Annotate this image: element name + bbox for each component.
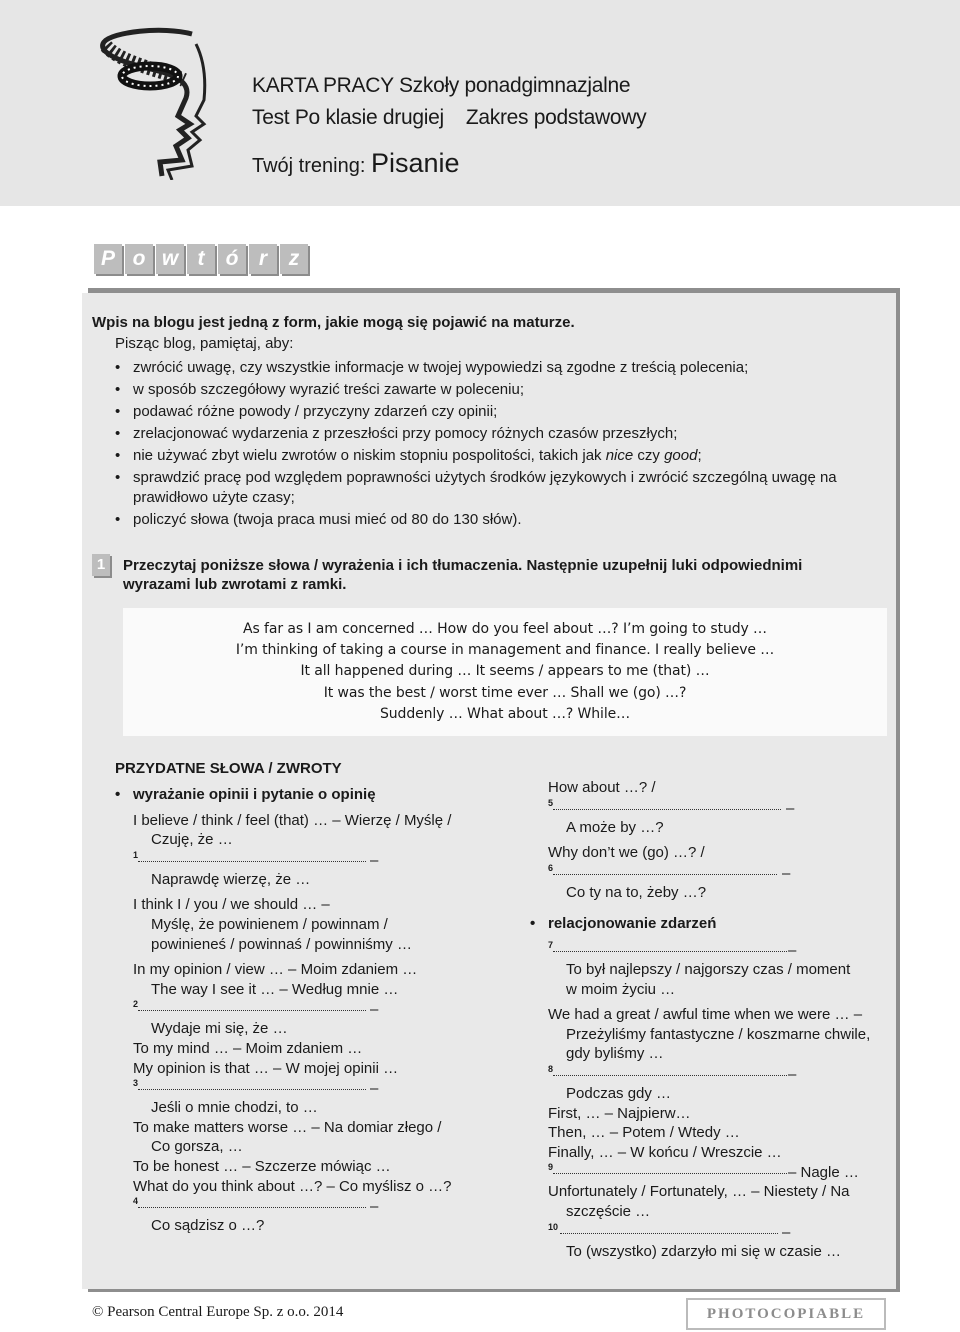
tip-item: • w sposób szczegółowy wyrazić treści zawarte w poleceniu; bbox=[115, 380, 885, 400]
banner-letter: P bbox=[94, 244, 122, 274]
gap-number: 7 bbox=[548, 939, 554, 950]
gap-9[interactable]: 9 – Nagle … bbox=[548, 1162, 859, 1182]
banner-letter: w bbox=[156, 244, 184, 274]
phrase-text: Myślę, że powinienem / powinnam / bbox=[151, 915, 388, 933]
phrase-text: My opinion is that … – W mojej opinii … bbox=[133, 1059, 399, 1077]
gap-number: 6 bbox=[548, 862, 554, 873]
phrase-text: How about …? / bbox=[548, 779, 656, 796]
gap-3[interactable]: 3 – bbox=[133, 1078, 379, 1098]
phrase-text: szczęście … bbox=[566, 1202, 651, 1220]
training-label: Twój trening: bbox=[252, 155, 371, 177]
training-skill: Pisanie bbox=[370, 148, 460, 178]
phrase-text: Finally, … – W końcu / Wreszcie … bbox=[548, 1143, 782, 1161]
gap-number: 5 bbox=[548, 797, 554, 808]
phrase-line: I’m thinking of taking a course in management and finance. I really believe … bbox=[235, 642, 775, 659]
phrase-text: To make matters worse … – Na domiar złego / bbox=[133, 1118, 442, 1136]
useful-title: PRZYDATNE SŁOWA / ZWROTY bbox=[115, 760, 342, 777]
phrase-text: We had a great / awful time when we were … – bbox=[548, 1006, 863, 1024]
phrase-text: Przeżyliśmy fantastyczne / koszmarne chwile, bbox=[566, 1025, 871, 1043]
worksheet-subtitle bbox=[252, 106, 646, 130]
phrase-text: To my mind … – Moim zdaniem … bbox=[133, 1039, 363, 1057]
photocopiable-badge: PHOTOCOPIABLE bbox=[686, 1298, 886, 1330]
phrase-text: What do you think about …? – Co myślisz o …? bbox=[133, 1177, 452, 1195]
phrase-text: Co sądzisz o …? bbox=[151, 1217, 265, 1235]
gap-2[interactable]: 2 – bbox=[133, 999, 379, 1019]
gap-number: 4 bbox=[133, 1196, 139, 1207]
tip-item: • sprawdzić pracę pod względem poprawności użytych środków językowych i zwrócić szczególną uwagę na prawidłowo użyte czasy; bbox=[115, 468, 885, 508]
phrase-line: Suddenly … What about …? While… bbox=[379, 705, 631, 722]
gap-number: 9 bbox=[548, 1162, 554, 1173]
tip-item: • zrelacjonować wydarzenia z przeszłości przy pomocy różnych czasów przeszłych; bbox=[115, 424, 885, 444]
phrase-text: powinieneś / powinnaś / powinniśmy … bbox=[151, 935, 412, 953]
gap-8[interactable]: 8 – bbox=[548, 1063, 797, 1083]
phrase-text: Why don’t we (go) …? / bbox=[548, 844, 705, 862]
copyright-notice: © Pearson Central Europe Sp. z o.o. 2014 bbox=[92, 1304, 344, 1320]
phrase-text: To był najlepszy / najgorszy czas / moment bbox=[566, 960, 851, 978]
phrase-text: To (wszystko) zdarzyło mi się w czasie … bbox=[566, 1242, 842, 1260]
phrase-text: Naprawdę wierzę, że … bbox=[151, 870, 311, 888]
level-name: Zakres podstawowy bbox=[465, 106, 647, 129]
banner-letter: o bbox=[125, 244, 153, 274]
banner-letter: ó bbox=[218, 244, 246, 274]
phrase-line: It was the best / worst time ever … Shall we (go) …? bbox=[323, 684, 687, 701]
banner-letter: z bbox=[280, 244, 308, 274]
phrase-line: It all happened during … It seems / appears to me (that) … bbox=[300, 663, 710, 680]
phrase-text: A może by …? bbox=[566, 818, 664, 836]
training-heading bbox=[252, 148, 460, 179]
tip-item: • zwrócić uwagę, czy wszystkie informacje w twojej wypowiedzi są zgodne z treścią polecenia; bbox=[115, 358, 885, 378]
phrase-text: To be honest … – Szczerze mówiąc … bbox=[133, 1157, 391, 1175]
test-name: Test Po klasie drugiej bbox=[252, 106, 444, 129]
gap-6[interactable]: 6 – bbox=[548, 862, 791, 882]
gap-5[interactable]: 5 – bbox=[548, 797, 795, 817]
gap-1[interactable]: 1 – bbox=[133, 849, 379, 869]
opinion-heading: • wyrażanie opinii i pytanie o opinię bbox=[115, 785, 515, 805]
gap-number: 3 bbox=[133, 1078, 139, 1089]
gap-number: 8 bbox=[548, 1063, 554, 1074]
banner-letter: t bbox=[187, 244, 215, 274]
header-band bbox=[0, 0, 960, 206]
powtorz-banner bbox=[94, 244, 308, 274]
worksheet-title: KARTA PRACY Szkoły ponadgimnazjalne bbox=[252, 74, 631, 97]
tip-item: • nie używać zbyt wielu zwrotów o niskim stopniu pospolitości, takich jak nice czy good; bbox=[115, 446, 885, 466]
gap-number: 2 bbox=[133, 999, 139, 1010]
phrase-text: First, … – Najpierw… bbox=[548, 1104, 691, 1122]
phrase-text: Jeśli o mnie chodzi, to … bbox=[151, 1099, 318, 1117]
phrase-text: The way I see it … – Według mnie … bbox=[151, 980, 399, 998]
phrase-text: Co gorsza, … bbox=[151, 1138, 243, 1156]
phrase-text: Then, … – Potem / Wtedy … bbox=[548, 1124, 740, 1142]
phrase-box bbox=[123, 608, 887, 736]
phrase-text: Unfortunately / Fortunately, … – Niestety / Na bbox=[548, 1183, 850, 1201]
tips-list bbox=[115, 358, 885, 532]
head-profile-film-logo bbox=[92, 20, 222, 180]
phrase-text: w moim życiu … bbox=[566, 980, 676, 998]
tip-item: • podawać różne powody / przyczyny zdarzeń czy opinii; bbox=[115, 402, 885, 422]
phrase-text: Czuję, że … bbox=[151, 831, 233, 849]
useful-phrases-right bbox=[530, 778, 890, 1261]
gap-7[interactable]: 7 – bbox=[548, 939, 797, 959]
events-heading: • relacjonowanie zdarzeń bbox=[530, 914, 890, 934]
exercise-number: 1 bbox=[92, 554, 110, 576]
gap-10[interactable]: 10 – bbox=[548, 1221, 791, 1241]
phrase-text: I believe / think / feel (that) … – Wierzę / Myślę / bbox=[133, 811, 452, 829]
phrase-text: In my opinion / view … – Moim zdaniem … bbox=[133, 961, 418, 979]
intro-lead: Pisząc blog, pamiętaj, aby: bbox=[115, 335, 294, 352]
tip-item: • policzyć słowa (twoja praca musi mieć od 80 do 130 słów). bbox=[115, 510, 885, 530]
banner-letter: r bbox=[249, 244, 277, 274]
useful-phrases-left bbox=[115, 760, 515, 1236]
phrase-text: Podczas gdy … bbox=[566, 1084, 672, 1102]
exercise-instruction: Przeczytaj poniższe słowa / wyrażenia i ich tłumaczenia. Następnie uzupełnij luki odpowiednimi wyrazami lub zwrotami z ramki. bbox=[123, 557, 803, 593]
phrase-text: I think I / you / we should … – bbox=[133, 896, 330, 914]
phrase-line: As far as I am concerned … How do you feel about …? I’m going to study … bbox=[243, 620, 767, 637]
phrase-text: Wydaje mi się, że … bbox=[151, 1020, 288, 1038]
gap-number: 1 bbox=[133, 849, 139, 860]
phrase-text: Co ty na to, żeby …? bbox=[566, 883, 707, 901]
phrase-text: gdy byliśmy … bbox=[566, 1045, 664, 1063]
gap-4[interactable]: 4 – bbox=[133, 1196, 379, 1216]
gap-number: 10 bbox=[548, 1221, 559, 1232]
intro-heading: Wpis na blogu jest jedną z form, jakie mogą się pojawić na maturze. bbox=[92, 314, 575, 331]
